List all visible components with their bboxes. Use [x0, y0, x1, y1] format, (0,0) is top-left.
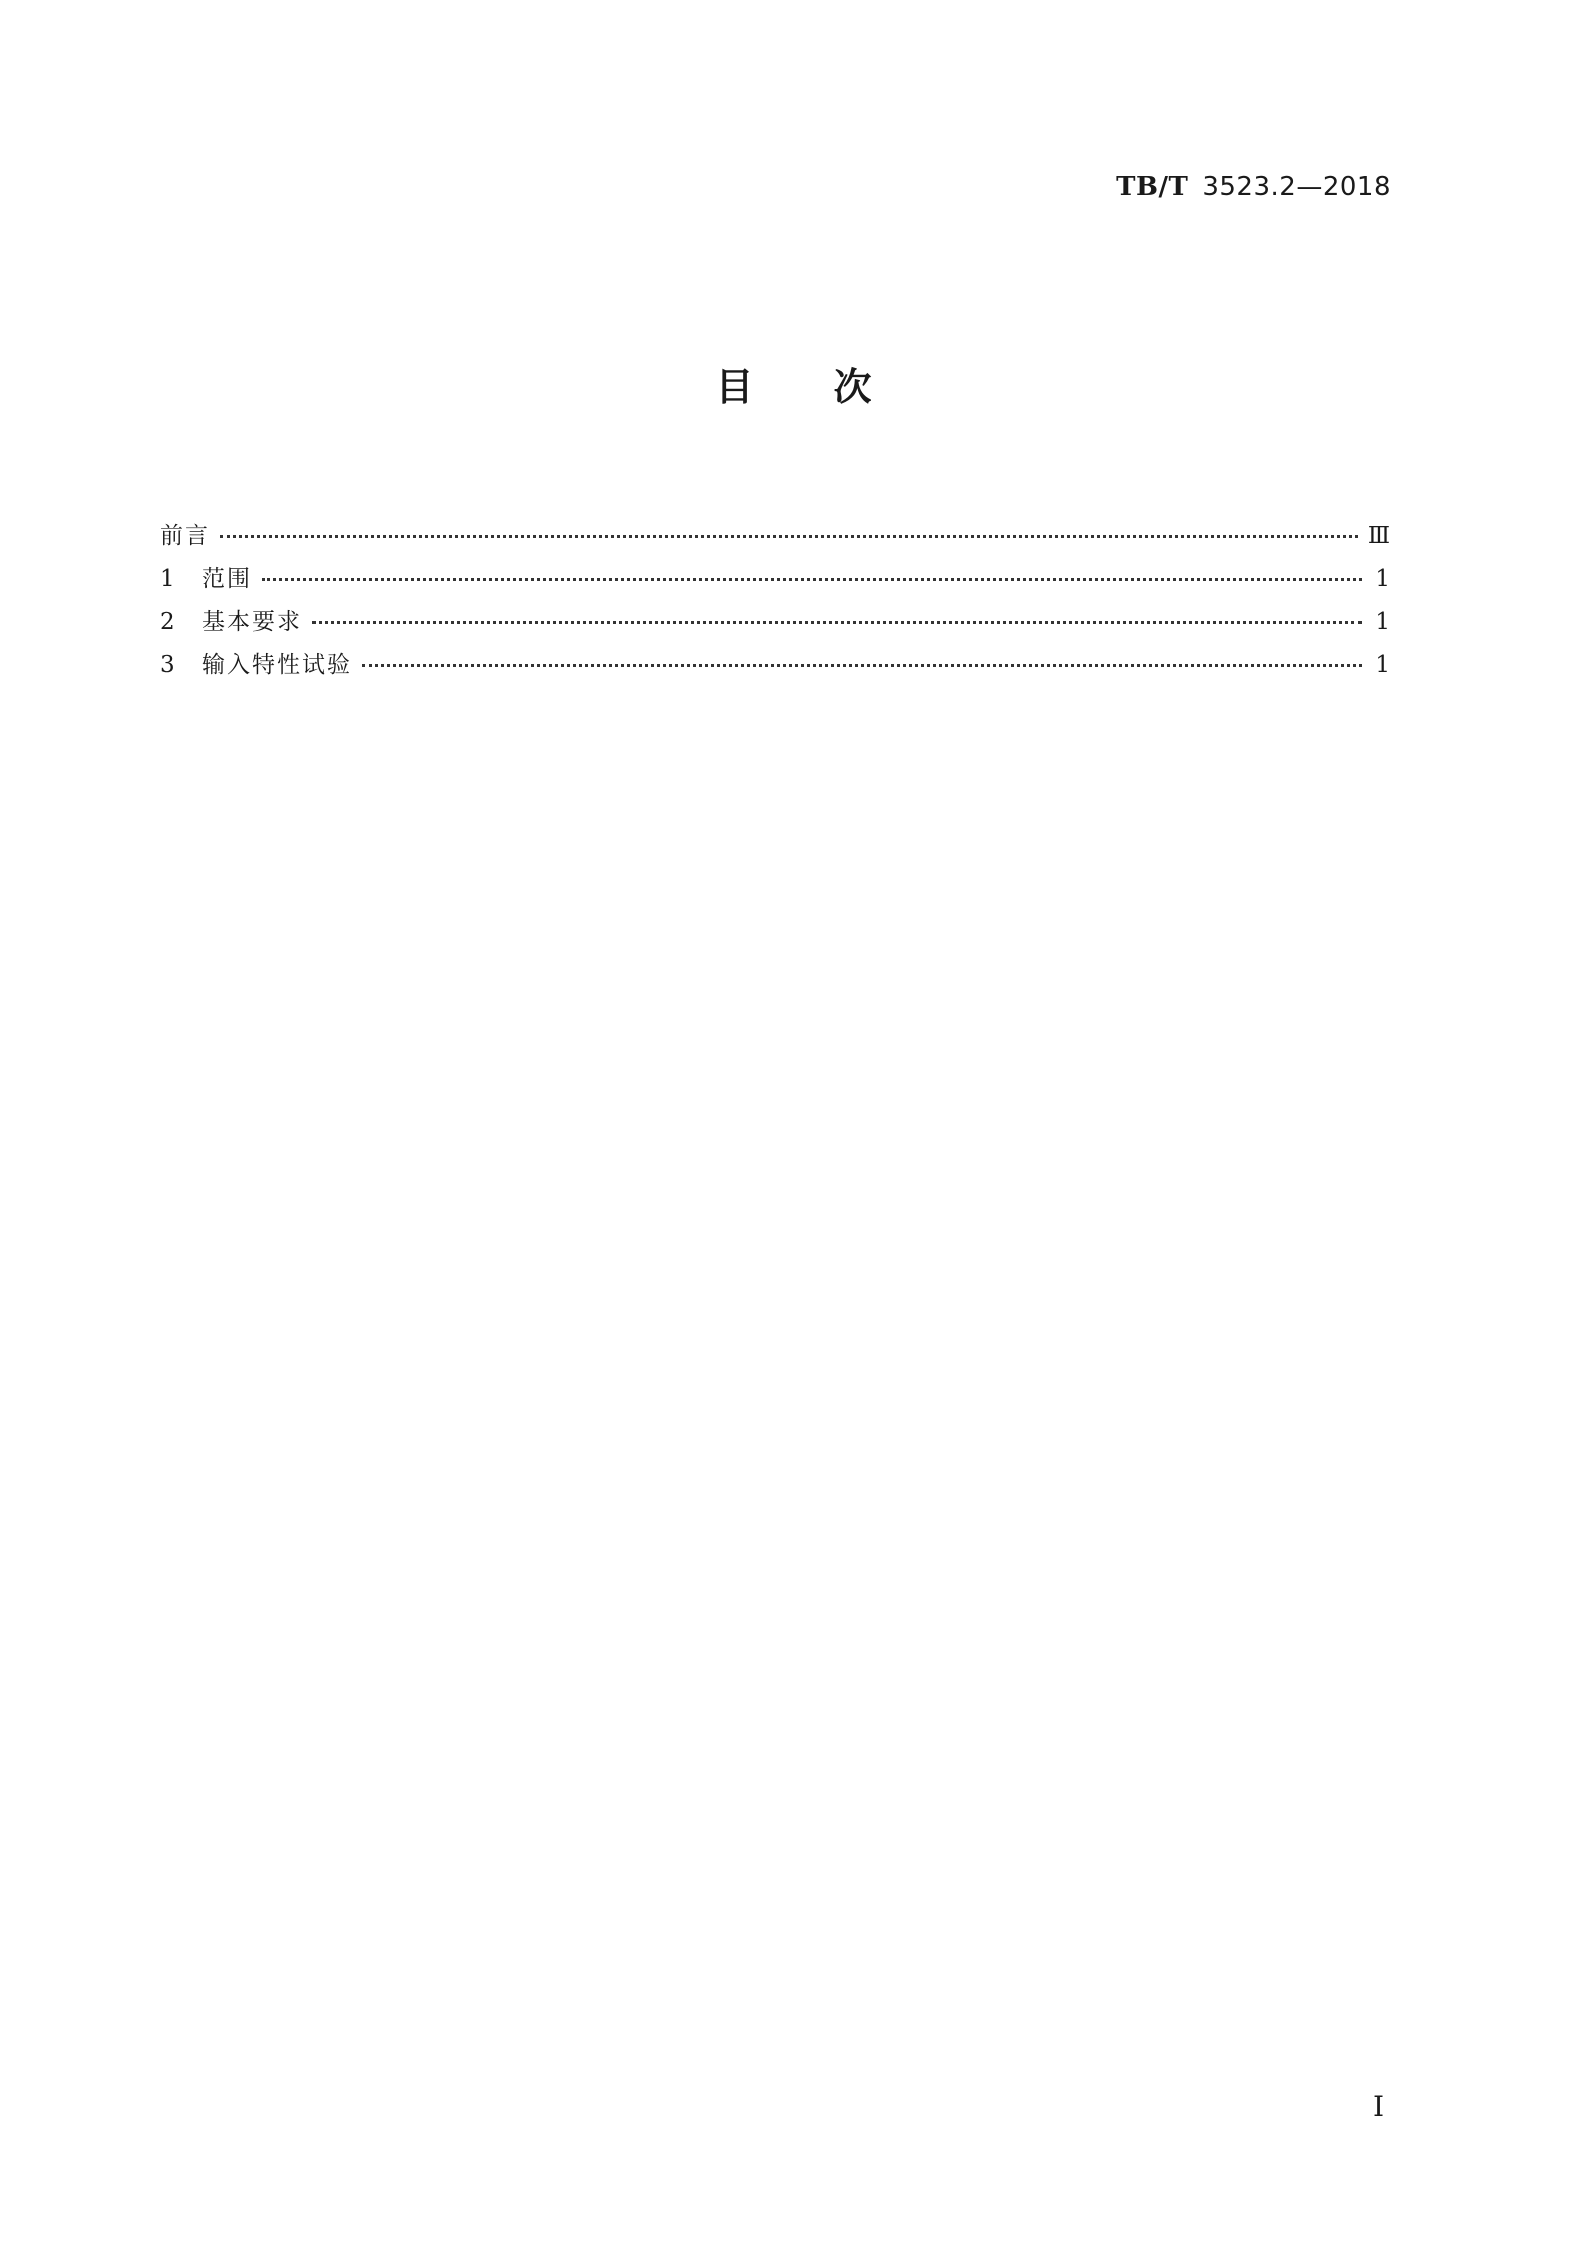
dot-leader — [362, 664, 1362, 667]
toc-entry-basic-requirements[interactable] — [160, 601, 1390, 644]
toc-entry-number: 3 — [160, 652, 175, 678]
table-of-contents — [160, 515, 1390, 687]
standard-prefix: TB/T — [1116, 172, 1189, 202]
dot-leader — [262, 578, 1362, 581]
toc-entry-page: Ⅲ — [1367, 523, 1390, 549]
dot-leader — [312, 621, 1362, 624]
toc-entry-number: 1 — [160, 566, 175, 592]
toc-entry-input-characteristics-test[interactable] — [160, 644, 1390, 687]
toc-entry-label: 范围 — [202, 566, 252, 592]
toc-entry-number: 2 — [160, 609, 175, 635]
toc-entry-page: 1 — [1375, 652, 1390, 678]
toc-entry-foreword[interactable] — [160, 515, 1390, 558]
toc-entry-scope[interactable] — [160, 558, 1390, 601]
toc-entry-page: 1 — [1375, 566, 1390, 592]
toc-entry-label: 输入特性试验 — [202, 652, 352, 678]
standard-code — [1116, 172, 1391, 202]
toc-entry-label: 基本要求 — [202, 609, 302, 635]
dot-leader — [220, 535, 1358, 538]
page-number: I — [1372, 2090, 1384, 2123]
toc-entry-page: 1 — [1375, 609, 1390, 635]
toc-entry-label: 前言 — [160, 523, 210, 549]
toc-title: 目次 — [715, 365, 952, 409]
standard-number: 3523.2—2018 — [1202, 172, 1391, 202]
